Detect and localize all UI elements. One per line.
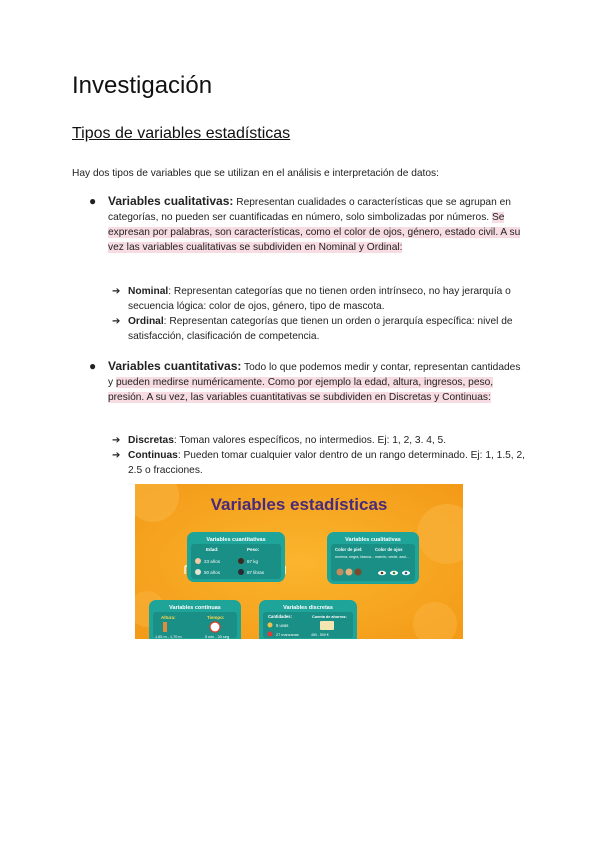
arrow-icon: ➔ <box>112 435 121 446</box>
arrow-icon: ➔ <box>112 286 121 297</box>
svg-text:87 libras: 87 libras <box>247 570 265 575</box>
sub-item-continuas: ➔ Continuas: Pueden tomar cualquier valor dentro de un rango determinado. Ej: 1, 1.5, 2, 2.5 o fracciones. <box>112 450 525 476</box>
section-heading: Tipos de variables estadísticas <box>72 125 291 142</box>
person-icon <box>238 558 244 564</box>
svg-text:morena, negra, blanca...: morena, negra, blanca... <box>335 555 374 559</box>
bullet-cuantitativas: ● Variables cuantitativas: Todo lo que podemos medir y contar, representan cantidades y pueden medirse numéricamente. Como por ejemplo la edad, altura, ingresos, peso, presión. A su vez, las variables cuantitativas se subdividen en Discretas y Continuas: <box>89 359 521 403</box>
page-title: Investigación <box>72 72 213 99</box>
infographic-image <box>135 484 463 639</box>
sub-item-ordinal: ➔ Ordinal: Representan categorías que tienen un orden o jerarquía específica: nivel de satisfacción, clasificación de competencia. <box>112 316 513 342</box>
svg-text:5 min - 30 seg: 5 min - 30 seg <box>205 635 230 639</box>
svg-text:5 uvas: 5 uvas <box>276 623 289 628</box>
bullet-dot-icon: ● <box>89 194 97 208</box>
discretas-box <box>259 600 357 639</box>
intro-paragraph: Hay dos tipos de variables que se utilizan en el análisis e interpretación de datos: <box>72 168 439 179</box>
svg-text:1,65 m - 1,70 m: 1,65 m - 1,70 m <box>155 635 182 639</box>
svg-text:Color de ojos: Color de ojos <box>375 547 403 552</box>
bullet-cualitativas: ● Variables cualitativas: Representan cualidades o características que se agrupan en categorías, no pueden ser cuantificadas en número, solo simbolizadas por números. Se expresan por palabras, son características, como el color de ojos, género, estado civil. A su vez las variables cualitativas se subdividen en Nominal y Ordinal: <box>89 194 521 253</box>
cualitativas-box <box>327 532 419 584</box>
person-icon <box>195 558 201 564</box>
infographic-title: Variables estadísticas <box>210 495 388 514</box>
svg-text:50 años: 50 años <box>204 570 221 575</box>
svg-text:Variables continuas: Variables continuas <box>169 605 221 611</box>
svg-text:Peso:: Peso: <box>247 547 260 552</box>
svg-text:Cantidades:: Cantidades: <box>268 614 292 619</box>
sub-item-discretas: ➔ Discretas: Toman valores específicos, no intermedios. Ej: 1, 2, 3. 4, 5. <box>112 435 447 446</box>
clock-icon <box>210 622 220 632</box>
svg-text:450 - 500 €: 450 - 500 € <box>311 633 329 637</box>
svg-text:Variables cualitativas: Variables cualitativas <box>345 537 401 543</box>
person-icon <box>238 569 244 575</box>
bullet-lead: Variables cuantitativas: <box>108 359 242 373</box>
svg-text:67 kg: 67 kg <box>247 559 259 564</box>
arrow-icon: ➔ <box>112 450 121 461</box>
svg-text:Variables discretas: Variables discretas <box>283 605 333 611</box>
continuas-box <box>149 600 241 639</box>
svg-text:27 manzanas: 27 manzanas <box>276 633 299 637</box>
svg-text:23 años: 23 años <box>204 559 221 564</box>
grape-icon <box>268 623 273 628</box>
bullet-dot-icon: ● <box>89 359 97 373</box>
arrow-icon: ➔ <box>112 316 121 327</box>
bullet-lead: Variables cualitativas: <box>108 194 234 208</box>
face-icon <box>337 569 344 576</box>
svg-text:Cuenta de ahorros:: Cuenta de ahorros: <box>312 615 347 619</box>
cuantitativas-box <box>187 532 285 582</box>
svg-text:marrón, verde, azul...: marrón, verde, azul... <box>375 555 409 559</box>
svg-text:Tiempo:: Tiempo: <box>207 615 225 620</box>
highlighted-text: pueden medirse numéricamente. Como por ejemplo la edad, altura, ingresos, peso, presión. A su vez, las variables cuantitativas se subdividen en Discretas y Continuas: <box>108 377 494 403</box>
sub-item-nominal: ➔ Nominal: Representan categorías que no tienen orden intrínseco, no hay jerarquía o secuencia lógica: color de ojos, género, tipo de mascota. <box>112 286 511 312</box>
svg-text:Color de piel:: Color de piel: <box>335 547 363 552</box>
person-icon <box>195 569 201 575</box>
highlighted-text: Se expresan por palabras, son características, como el color de ojos, género, estado civil. A su vez las variables cualitativas se subdividen en Nominal y Ordinal: <box>108 212 521 253</box>
svg-text:Variables cuantitativas: Variables cuantitativas <box>206 537 266 543</box>
face-icon <box>346 569 353 576</box>
svg-text:Edad:: Edad: <box>206 547 219 552</box>
svg-text:Altura:: Altura: <box>161 615 176 620</box>
apple-icon <box>268 632 273 637</box>
person-icon <box>163 622 167 632</box>
face-icon <box>355 569 362 576</box>
card-icon <box>320 621 334 630</box>
